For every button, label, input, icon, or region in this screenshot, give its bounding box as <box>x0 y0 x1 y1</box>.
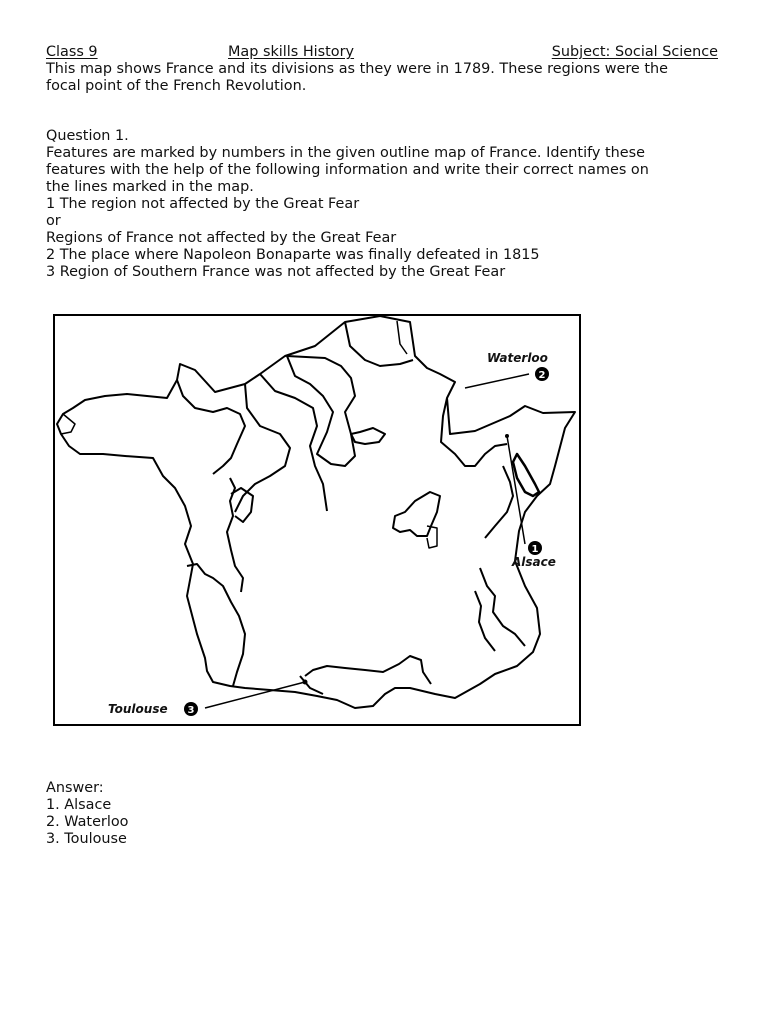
worksheet-header <box>46 43 718 61</box>
alsace-point-marker <box>505 434 509 438</box>
toulouse-point-marker <box>303 680 308 685</box>
france-outline <box>57 316 575 708</box>
question-line: 2 The place where Napoleon Bonaparte was finally defeated in 1815 <box>46 247 540 263</box>
question-line: Features are marked by numbers in the given outline map of France. Identify these <box>46 145 645 161</box>
region-border <box>177 380 245 474</box>
intro-line: This map shows France and its divisions as they were in 1789. These regions were the <box>46 61 668 77</box>
alsace-leader-line <box>507 436 525 544</box>
subject-label: Subject: Social Science <box>551 44 718 60</box>
region-border <box>287 356 355 466</box>
marker-2-number: 2 <box>538 370 546 381</box>
region-border <box>61 414 75 434</box>
france-outline-map <box>53 314 581 726</box>
alsace-label: Alsace <box>512 555 556 569</box>
question-line: features with the help of the following information and write their correct names on <box>46 162 649 178</box>
region-border <box>260 374 327 511</box>
class-label: Class 9 <box>46 44 98 60</box>
marker-1-number: 1 <box>531 544 539 555</box>
question-line: Regions of France not affected by the Great Fear <box>46 230 397 246</box>
toulouse-label: Toulouse <box>108 702 168 716</box>
waterloo-leader-line <box>465 374 529 388</box>
region-border <box>480 568 525 646</box>
region-border <box>427 526 437 548</box>
answer-item: 1. Alsace <box>46 797 112 813</box>
question-line: 3 Region of Southern France was not affected by the Great Fear <box>46 264 506 280</box>
region-border <box>231 488 253 522</box>
region-border <box>393 492 440 536</box>
region-border <box>305 656 431 684</box>
region-border <box>227 478 243 592</box>
alsace-outline <box>513 454 539 496</box>
question-line: the lines marked in the map. <box>46 179 254 195</box>
region-border <box>485 466 513 538</box>
question-line: or <box>46 213 61 229</box>
region-border <box>345 322 413 366</box>
waterloo-label: Waterloo <box>487 351 548 365</box>
region-border <box>187 564 245 686</box>
answer-heading: Answer: <box>46 780 104 796</box>
france-map-svg <box>55 316 579 724</box>
region-border <box>397 321 407 354</box>
intro-line: focal point of the French Revolution. <box>46 78 307 94</box>
region-border <box>235 384 290 512</box>
worksheet-title: Map skills History <box>228 44 355 60</box>
question-heading: Question 1. <box>46 128 129 144</box>
region-border <box>475 591 495 651</box>
answer-item: 3. Toulouse <box>46 831 127 847</box>
question-line: 1 The region not affected by the Great Fear <box>46 196 360 212</box>
toulouse-leader-line <box>205 682 305 708</box>
answer-item: 2. Waterloo <box>46 814 129 830</box>
region-border <box>351 428 385 444</box>
region-border <box>300 676 323 694</box>
marker-3-number: 3 <box>187 705 195 716</box>
